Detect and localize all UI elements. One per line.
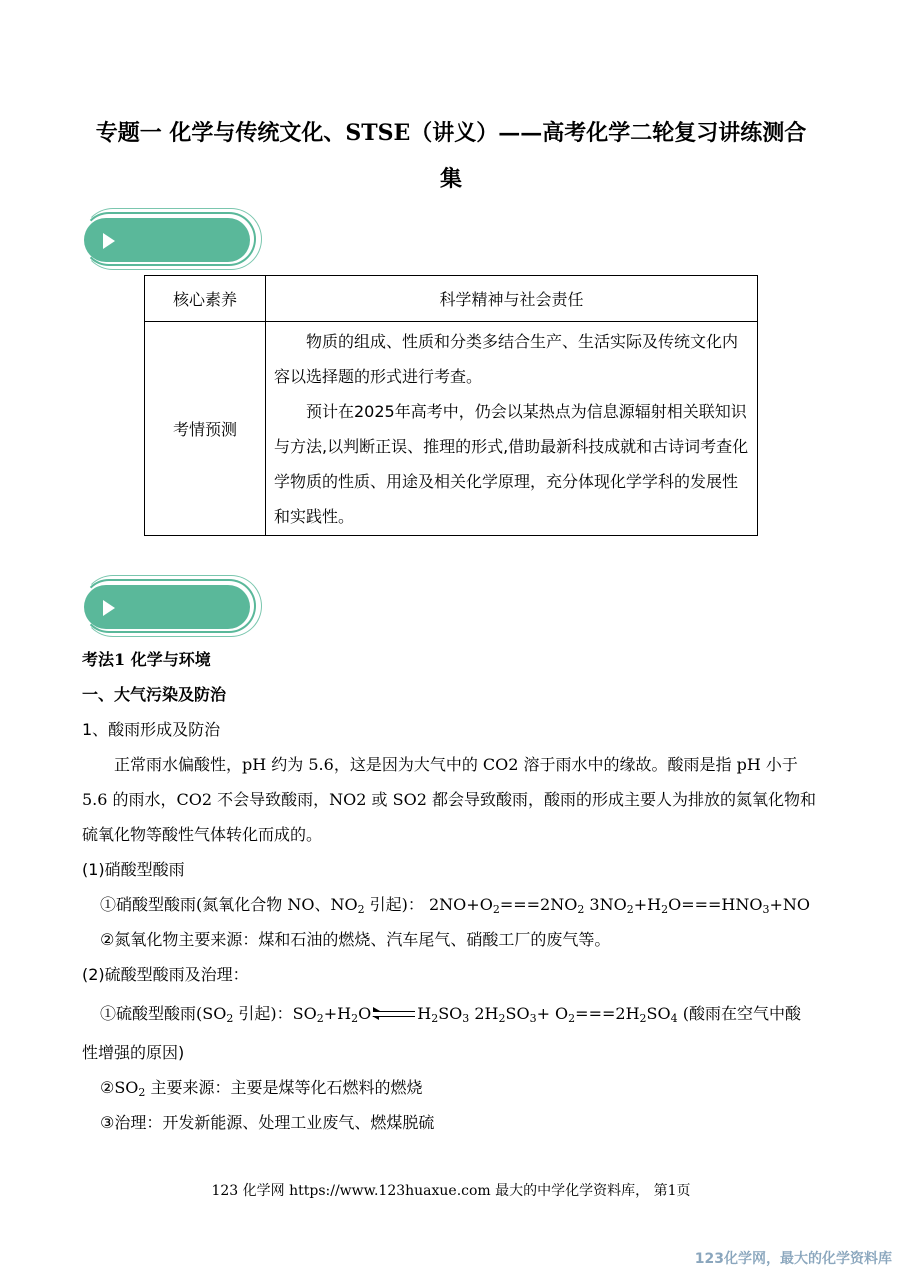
reversible-arrow-icon (373, 1010, 415, 1020)
table-row-content (266, 322, 758, 536)
table-row-label: 考情预测 (145, 322, 266, 536)
main-content (82, 642, 822, 1140)
nox-source-line: ②氮氧化物主要来源：煤和石油的燃烧、汽车尾气、硝酸工厂的废气等。 (100, 930, 611, 949)
section-marker-1 (82, 210, 262, 270)
title-line-2: 集 (439, 166, 462, 192)
intro-paragraph: 正常雨水偏酸性，pH 约为 5.6，这是因为大气中的 CO2 溶于雨水中的缘故。酸雨是指 pH 小于 5.6 的雨水，CO2 不会导致酸雨，NO2 或 SO2 都会导致酸雨，酸雨的形成主要人为排放的氮氧化物和硫氧化物等酸性气体转化而成的。 (82, 755, 816, 844)
sulfuric-acid-equation-line: ①硫酸型酸雨($SO_2$ 引起)：$SO_2+H_2O$ $H_2SO_3$ $2H_2SO_3+ O_2===2H_2SO_4$ (酸雨在空气中酸 (100, 1004, 801, 1025)
title-line-1: 专题一 化学与传统文化、STSE（讲义）——高考化学二轮复习讲练测合 (95, 120, 807, 146)
core-literacy-table (144, 275, 758, 536)
watermark: 123化学网，最大的化学资料库 (694, 1251, 892, 1267)
sulfuric-note-continued: 性增强的原因) (82, 1043, 185, 1062)
sub-heading-1: (1)硝酸型酸雨 (82, 860, 185, 879)
item-heading: 1、酸雨形成及防治 (82, 720, 221, 739)
sub-heading-2: (2)硫酸型酸雨及治理： (82, 965, 249, 984)
table-header-right: 科学精神与社会责任 (266, 276, 758, 322)
page-title (60, 110, 842, 202)
so2-source-line: $②SO_2$ 主要来源：主要是煤等化石燃料的燃烧 (100, 1078, 423, 1099)
nitric-acid-equation-line: ①硝酸型酸雨(氮氧化合物 NO、$NO_2$ 引起)： $2NO+O_2===2NO_2$ $3NO_2+H_2O===HNO_3+NO$ (100, 895, 811, 916)
section-heading: 一、大气污染及防治 (82, 685, 227, 704)
section-marker-2 (82, 577, 262, 637)
play-icon (103, 600, 115, 616)
page-footer: 123 化学网 https://www.123huaxue.com 最大的中学化学资料库， 第1页 (211, 1183, 691, 1199)
table-para-2: 预计在2025年高考中，仍会以某热点为信息源辐射相关联知识与方法,以判断正误、推理的形式,借助最新科技成就和古诗词考查化学物质的性质、用途及相关化学原理，充分体现化学学科的发展性和实践性。 (274, 401, 749, 526)
treatment-line: ③治理：开发新能源、处理工业废气、燃煤脱硫 (100, 1113, 435, 1132)
play-icon (103, 233, 115, 249)
table-para-1: 物质的组成、性质和分类多结合生产、生活实际及传统文化内容以选择题的形式进行考查。 (274, 331, 739, 386)
table-header-left: 核心素养 (145, 276, 266, 322)
method-heading: 考法1 化学与环境 (82, 650, 211, 669)
